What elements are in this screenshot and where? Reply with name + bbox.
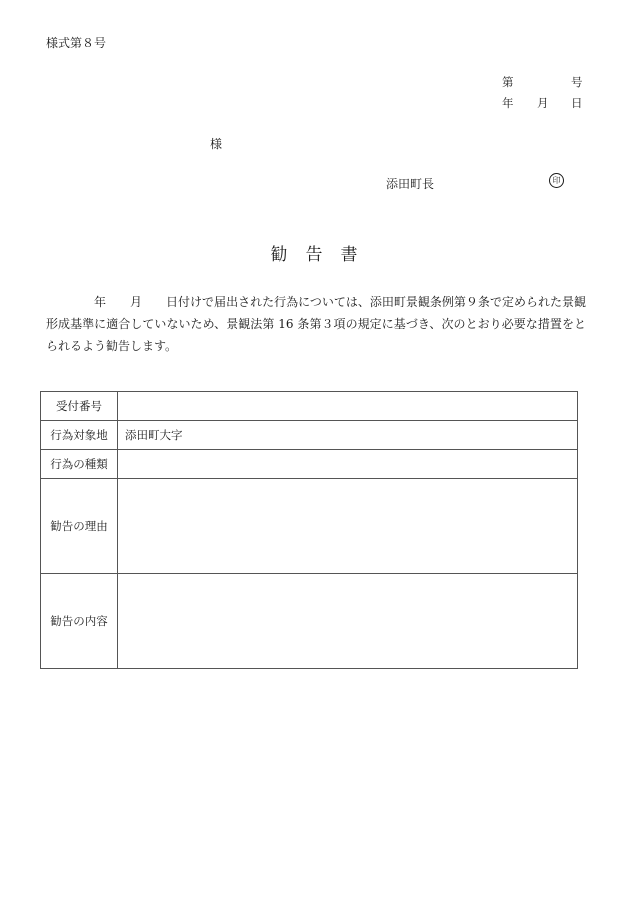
row-value-content xyxy=(118,574,578,669)
row-value-act-type xyxy=(118,450,578,479)
seal-mark: 印 xyxy=(549,173,564,188)
row-label-content: 勧告の内容 xyxy=(41,574,118,669)
row-label-reason: 勧告の理由 xyxy=(41,479,118,574)
row-value-receipt-number xyxy=(118,392,578,421)
body-year: 年 xyxy=(94,295,107,309)
row-label-act-type: 行為の種類 xyxy=(41,450,118,479)
table-row xyxy=(41,574,578,669)
row-label-site: 行為対象地 xyxy=(41,421,118,450)
doc-number-suffix: 号 xyxy=(571,75,583,89)
document-title xyxy=(0,240,630,265)
table-row xyxy=(41,392,578,421)
body-text: 日付けで届出された行為については、添田町景観条例第９条で定められた景観形成基準に適合していないため、景観法第 16 条第３項の規定に基づき、次のとおり必要な措置をとられるよう勧告します。 xyxy=(46,295,586,353)
table-row xyxy=(41,421,578,450)
table-row xyxy=(41,479,578,574)
sender-title: 添田町長 xyxy=(386,177,435,191)
body-paragraph xyxy=(46,291,586,357)
title-char-1: 勧 xyxy=(270,245,290,265)
row-value-reason xyxy=(118,479,578,574)
form-number: 様式第８号 xyxy=(46,36,107,50)
row-value-site: 添田町大字 xyxy=(118,421,578,450)
date-month: 月 xyxy=(537,96,549,110)
row-label-receipt-number: 受付番号 xyxy=(41,392,118,421)
doc-number-prefix: 第 xyxy=(502,75,514,89)
title-char-2: 告 xyxy=(305,245,325,265)
date-day: 日 xyxy=(571,96,583,110)
table-row xyxy=(41,450,578,479)
body-month: 月 xyxy=(130,295,143,309)
date-year: 年 xyxy=(502,96,514,110)
recommendation-table xyxy=(40,391,578,669)
addressee-suffix: 様 xyxy=(210,137,223,151)
title-char-3: 書 xyxy=(340,245,360,265)
